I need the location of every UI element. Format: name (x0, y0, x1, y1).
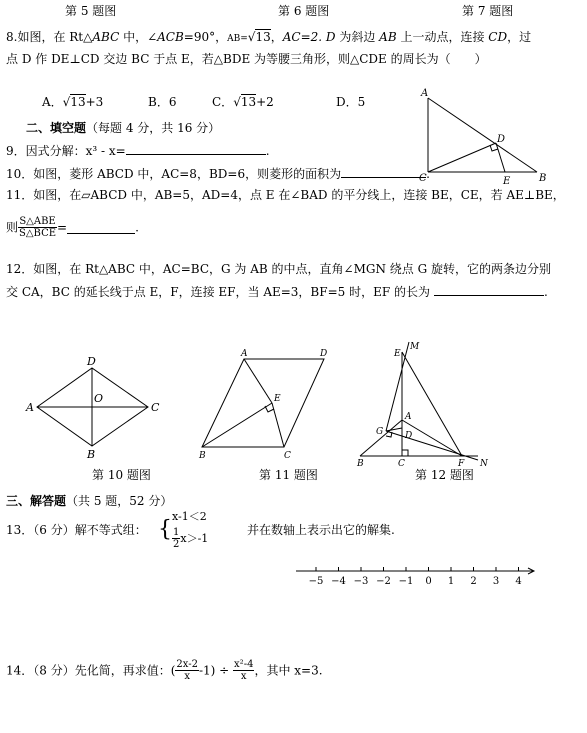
number-line-tick-label: 2 (470, 576, 477, 587)
fig10-label-b: B (87, 448, 96, 461)
section3-heading: 三、解答题（共 5 题，52 分） (6, 494, 173, 508)
fig7-label-b: B (539, 173, 547, 184)
caption-fig12: 第 12 题图 (415, 468, 474, 482)
q13-ineq1: x-1＜2 (172, 510, 207, 523)
number-line-tick-label: 3 (492, 576, 500, 587)
fig12-label-b: B (357, 459, 364, 469)
fig10-label-a: A (26, 401, 34, 414)
fig11-label-a: A (241, 349, 248, 359)
q9-line: 9．因式分解：x³ - x= . (6, 144, 270, 158)
figure-11 (202, 359, 324, 447)
caption-fig11: 第 11 题图 (259, 468, 318, 482)
fig12-label-e: E (394, 349, 401, 359)
fig11-label-d: D (320, 349, 328, 359)
number-line-tick-label: 4 (515, 576, 522, 587)
q8-line1: 8.如图，在 Rt△ABC 中，∠ACB=90°，AB=√13，AC=2. D 为斜边 AB 上一动点，连接 CD，过 (6, 30, 532, 44)
fig12-label-a: A (405, 412, 412, 422)
fig12-label-d: D (405, 431, 413, 441)
sqrt-sign: √ (247, 30, 256, 44)
q13-brace: { (158, 517, 172, 542)
number-line-ticks (309, 567, 522, 587)
q12-line2: 交 CA，BC 的延长线于点 E，F，连接 EF，当 AE=3，BF=5 时，EF 的长为 . (6, 285, 548, 299)
caption-fig7: 第 7 题图 (462, 4, 514, 18)
caption-fig5: 第 5 题图 (65, 4, 117, 18)
number-line-tick-label: −3 (353, 576, 369, 587)
number-line-tick-label: 0 (425, 576, 432, 587)
q10-line: 10．如图，菱形 ABCD 中，AC=8，BD=6，则菱形的面积为 . (6, 167, 430, 181)
caption-fig6: 第 6 题图 (278, 4, 330, 18)
q8-option-c[interactable]: C．√13+2 (212, 95, 274, 109)
number-line-tick-label: −4 (331, 576, 346, 587)
fig7-label-c: C (419, 173, 427, 184)
number-line-tick-label: −2 (376, 576, 391, 587)
figure-12 (360, 342, 478, 460)
q8-option-a[interactable]: A．√13+3 (42, 95, 104, 109)
q11-line1: 11．如图，在▱ABCD 中，AB=5，AD=4，点 E 在∠BAD 的平分线上，连接 BE，CE，若 AE⊥BE， (6, 188, 565, 202)
fig12-label-m: M (410, 342, 420, 352)
fig12-label-c: C (398, 459, 405, 469)
q13-prefix: 13．（6 分）解不等式组： (6, 523, 147, 537)
fig12-label-n: N (480, 459, 488, 469)
fig7-label-e: E (503, 176, 511, 187)
fig12-label-g: G (376, 427, 384, 437)
fig10-label-d: D (87, 355, 96, 368)
q8-option-d[interactable]: D．5 (336, 95, 366, 109)
number-line-tick-label: 1 (447, 576, 455, 587)
fig7-label-d: D (497, 134, 506, 145)
q13-suffix: 并在数轴上表示出它的解集. (247, 523, 395, 537)
q11-line2: 则 $\frac{\text{S△ABE}}{\text{S△BCE}}$ = . (6, 216, 139, 239)
q14-line: 14．（8 分）先化简，再求值：( $\frac{2x-2}{x}$ -1) ÷ $\frac{\text{x²-4}}{x}$ ，其中 x=3. (6, 659, 323, 682)
fig11-label-b: B (199, 451, 206, 461)
fig10-label-c: C (151, 401, 160, 414)
fig11-label-c: C (284, 451, 291, 461)
figure-7 (428, 98, 537, 172)
number-line (296, 568, 534, 574)
number-line-tick-label: −5 (308, 576, 324, 587)
figure-10 (37, 368, 148, 446)
caption-fig10: 第 10 题图 (92, 468, 151, 482)
number-line-tick-label: −1 (398, 576, 414, 587)
q13-ineq2: $\frac{1}{2}$ x＞-1 (173, 527, 209, 550)
q12-line1: 12．如图，在 Rt△ABC 中，AC=BC，G 为 AB 的中点，直角∠MGN 绕点 G 旋转，它的两条边分别 (6, 262, 551, 276)
fig10-label-o: O (94, 392, 104, 405)
q8-option-b[interactable]: B．6 (148, 95, 177, 109)
fig11-label-e: E (274, 394, 281, 404)
q11-fraction: $\frac{\text{S△ABE}}{\text{S△BCE}}$ (19, 216, 57, 239)
fig7-label-a: A (421, 88, 429, 99)
section2-heading: 二、填空题（每题 4 分，共 16 分） (26, 121, 221, 135)
fig12-label-f: F (458, 459, 465, 469)
q8-line2: 点 D 作 DE⊥CD 交边 BC 于点 E，若△BDE 为等腰三角形，则△CDE 的周长为（ ） (6, 52, 487, 66)
